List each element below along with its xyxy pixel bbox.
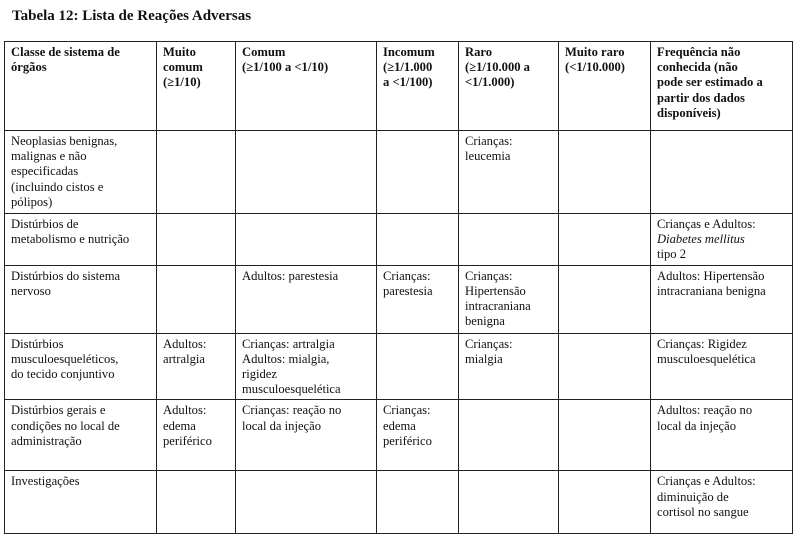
cell-common	[236, 214, 377, 266]
cell-uncommon: Crianças: parestesia	[377, 265, 459, 333]
cell-very-common	[157, 131, 236, 214]
cell-common	[236, 471, 377, 534]
cell-uncommon	[377, 214, 459, 266]
table-row	[5, 214, 793, 266]
header-organ-class: Classe de sistema de órgãos	[5, 42, 157, 131]
cell-organ-class: Investigações	[5, 471, 157, 534]
header-row	[5, 42, 793, 131]
header-unknown-frequency: Frequência não conhecida (não pode ser estimado a partir dos dados disponíveis)	[651, 42, 793, 131]
cell-very-common: Adultos: artralgia	[157, 333, 236, 400]
cell-very-rare	[559, 131, 651, 214]
table-row	[5, 131, 793, 214]
cell-uncommon: Crianças: edema periférico	[377, 400, 459, 471]
cell-rare	[459, 471, 559, 534]
cell-unknown: Adultos: reação no local da injeção	[651, 400, 793, 471]
table-row	[5, 471, 793, 534]
cell-uncommon	[377, 131, 459, 214]
header-rare: Raro (≥1/10.000 a <1/1.000)	[459, 42, 559, 131]
cell-very-rare	[559, 265, 651, 333]
cell-unknown: Crianças e Adultos: Diabetes mellitus tipo 2	[651, 214, 793, 266]
cell-very-rare	[559, 471, 651, 534]
cell-rare: Crianças: leucemia	[459, 131, 559, 214]
cell-rare	[459, 214, 559, 266]
cell-organ-class: Neoplasias benignas, malignas e não especificadas (incluindo cistos e pólipos)	[5, 131, 157, 214]
table-row	[5, 333, 793, 400]
cell-rare	[459, 400, 559, 471]
cell-unknown: Adultos: Hipertensão intracraniana benigna	[651, 265, 793, 333]
cell-rare: Crianças: mialgia	[459, 333, 559, 400]
cell-very-common	[157, 214, 236, 266]
table-title: Tabela 12: Lista de Reações Adversas	[12, 8, 252, 24]
cell-uncommon	[377, 471, 459, 534]
cell-common: Crianças: reação no local da injeção	[236, 400, 377, 471]
cell-very-rare	[559, 400, 651, 471]
cell-unknown	[651, 131, 793, 214]
header-very-rare: Muito raro (<1/10.000)	[559, 42, 651, 131]
table-row	[5, 400, 793, 471]
header-common: Comum (≥1/100 a <1/10)	[236, 42, 377, 131]
cell-very-common	[157, 265, 236, 333]
cell-common: Crianças: artralgia Adultos: mialgia, rigidez musculoesquelética	[236, 333, 377, 400]
cell-organ-class: Distúrbios de metabolismo e nutrição	[5, 214, 157, 266]
header-very-common: Muito comum (≥1/10)	[157, 42, 236, 131]
cell-very-common	[157, 471, 236, 534]
cell-uncommon	[377, 333, 459, 400]
cell-very-rare	[559, 333, 651, 400]
cell-organ-class: Distúrbios musculoesqueléticos, do tecido conjuntivo	[5, 333, 157, 400]
cell-unknown: Crianças: Rigidez musculoesquelética	[651, 333, 793, 400]
cell-common: Adultos: parestesia	[236, 265, 377, 333]
table-row	[5, 265, 793, 333]
cell-very-common: Adultos: edema periférico	[157, 400, 236, 471]
cell-rare: Crianças: Hipertensão intracraniana benigna	[459, 265, 559, 333]
cell-very-rare	[559, 214, 651, 266]
cell-organ-class: Distúrbios gerais e condições no local de administração	[5, 400, 157, 471]
cell-organ-class: Distúrbios do sistema nervoso	[5, 265, 157, 333]
header-uncommon: Incomum (≥1/1.000 a <1/100)	[377, 42, 459, 131]
cell-unknown: Crianças e Adultos: diminuição de cortisol no sangue	[651, 471, 793, 534]
adverse-reactions-table	[4, 41, 793, 534]
cell-common	[236, 131, 377, 214]
